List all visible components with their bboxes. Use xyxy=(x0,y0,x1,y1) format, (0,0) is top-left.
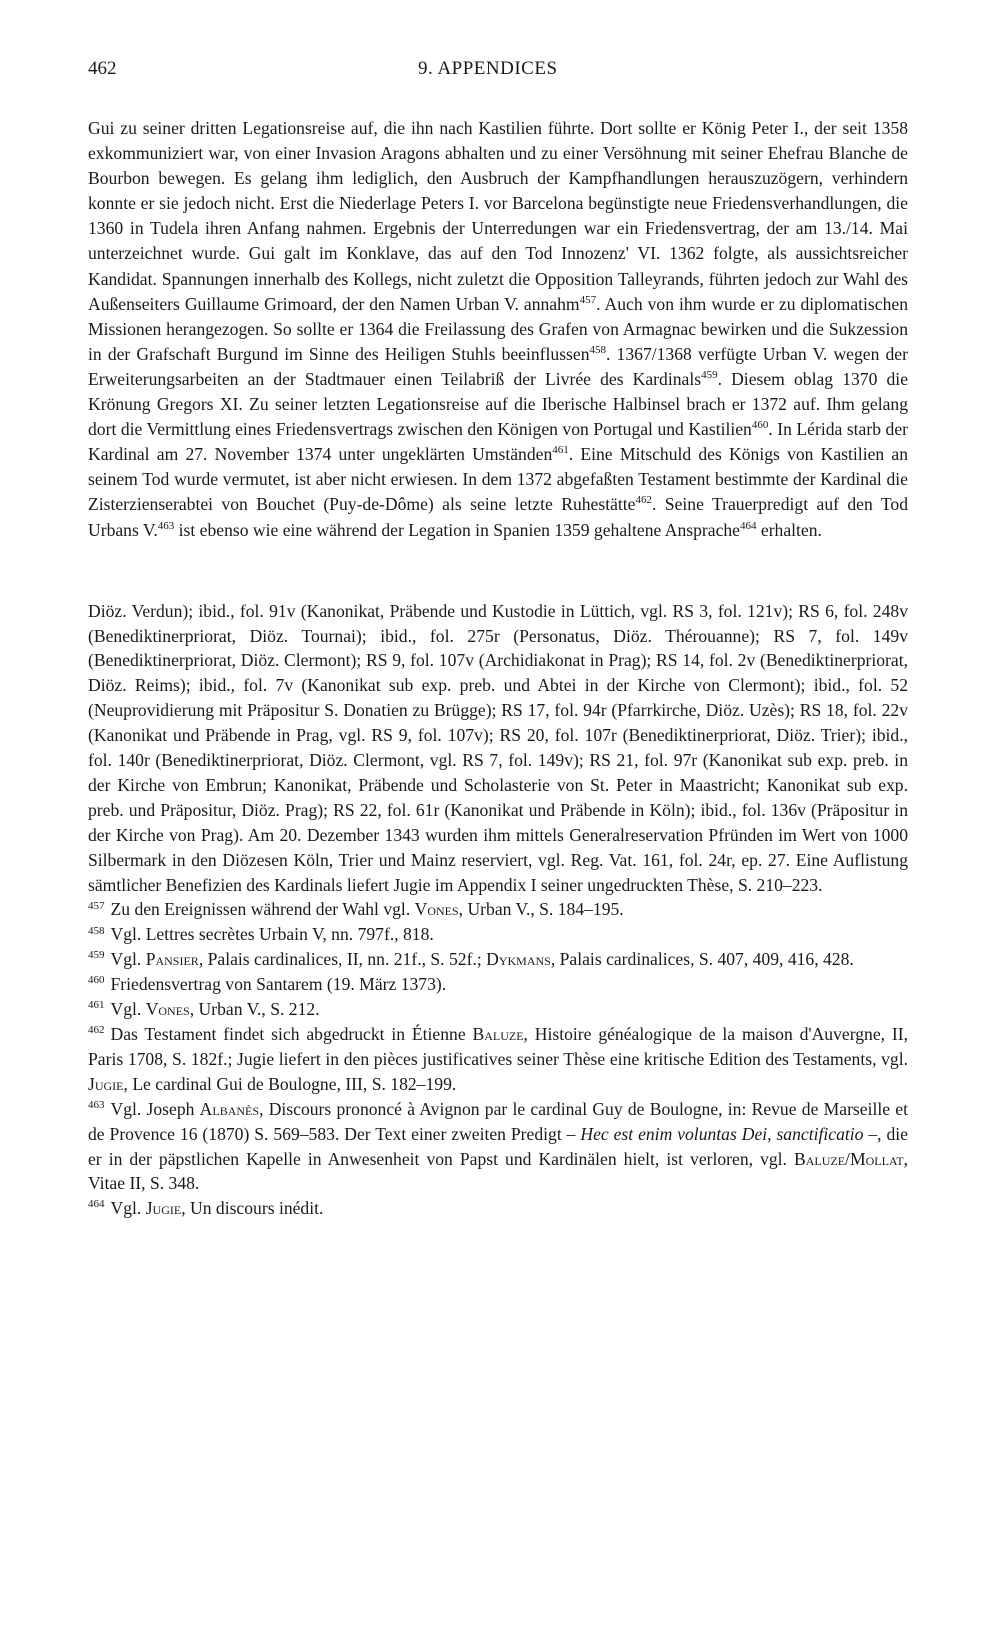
footnote-text: , Un discours inédit. xyxy=(181,1198,324,1219)
footnote-ref-459[interactable]: 459 xyxy=(701,369,718,382)
footnote-ref-463[interactable]: 463 xyxy=(157,519,175,532)
text-segment: . Diesem oblag 1370 die Krönung Gregors XI. Zu seiner letzten Legationsreise auf die Iberische Halbinsel brach er 1372 auf. Ihm gelang dort die Vermittlung eines Friedensvertrags zwischen den Königen von Portugal und Kastilien xyxy=(88,368,909,440)
footnote-continuation: Diöz. Verdun); ibid., fol. 91v (Kanonikat, Präbende und Kustodie in Lüttich, vgl. RS 3, fol. 121v); RS 6, fol. 248v (Benediktinerpriorat, Diöz. Tournai); ibid., fol. 275r (Personatus, Diöz. Thérouanne); RS 7, fol. 149v (Benediktinerpriorat, Diöz. Clermont); RS 9, fol. 107v (Archidiakonat in Prag); RS 14, fol. 2v (Benediktinerpriorat, Diöz. Reims); ibid., fol. 7v (Kanonikat sub exp. preb. und Abtei in der Kirche von Clermont); ibid., fol. 52 (Neuprovidierung mit Präpositur S. Donatien zu Brügge); RS 17, fol. 94r (Pfarrkirche, Diöz. Uzès); RS 18, fol. 22v (Kanonikat und Präbende in Prag, vgl. RS 9, fol. 107v); RS 20, fol. 107r (Benediktinerpriorat, Diöz. Trier); ibid., fol. 140r (Benediktinerpriorat, Diöz. Clermont, vgl. RS 7, fol. 149v); RS 21, fol. 97r (Kanonikat sub exp. preb. in der Kirche von Embrun; Kanonikat, Präbende und Scholasterie von St. Peter in Maastricht; Kanonikat sub exp. preb. und Präpositur, Diöz. Prag); RS 22, fol. 61r (Kanonikat und Präbende in Köln); ibid., fol. 136v (Präpositur in der Kirche von Prag). Am 20. Dezember 1343 wurden ihm mittels Generalreservation Pfründen im Wert von 1000 Silbermark in den Diözesen Köln, Trier und Mainz reserviert, vgl. Reg. Vat. 161, fol. 24r, ep. 27. Eine Auflistung sämtlicher Benefizien des Kardinals liefert Jugie im Appendix I seiner ungedruckten Thèse, S. 210–223. xyxy=(88,600,908,895)
author-name: Vones xyxy=(145,999,190,1020)
footnotes xyxy=(88,599,908,1222)
text-segment: ist ebenso wie eine während der Legation in Spanien 1359 gehaltene Ansprache xyxy=(174,519,740,540)
footnote-text: , Urban V., S. 184–195. xyxy=(458,899,624,920)
footnote-text: Vgl. xyxy=(110,1198,146,1219)
main-paragraph xyxy=(88,116,908,543)
text-segment: . In Lérida starb der Kardinal am 27. November 1374 unter ungeklärten Umständen xyxy=(88,419,908,465)
text-segment: Gui zu seiner dritten Legationsreise auf, die ihn nach Kastilien führte. Dort sollte er König Peter I., der seit 1358 exkommuniziert war, von einer Invasion Aragons abhalten und zu einer Versöhnung mit seiner Ehefrau Blanche de Bourbon bewegen. Es gelang ihm lediglich, den Ausbruch der Kampfhandlungen herauszuzögern, verhindern konnte er sie jedoch nicht. Erst die Niederlage Peters I. vor Barcelona begünstigte neue Friedensverhandlungen, die 1360 in Tudela ihren Anfang nahmen. Ergebnis der Unterredungen war ein Friedensvertrag, der am 13./14. Mai unterzeichnet wurde. Gui galt im Konklave, das auf den Tod Innozenz' VI. 1362 folgte, als aussichtsreicher Kandidat. Spannungen innerhalb des Kollegs, nicht zuletzt die Opposition Talleyrands, führten jedoch zur Wahl des Außenseiters Guillaume Grimoard, der den Namen Urban V. annahm xyxy=(88,118,908,314)
footnote-463 xyxy=(88,1097,908,1197)
text-segment: . Seine Trauerpredigt auf den Tod Urbans V. xyxy=(88,494,909,540)
author-name: Jugie xyxy=(88,1073,124,1094)
footnote-text: Vgl. Lettres secrètes Urbain V, nn. 797f., 818. xyxy=(110,924,434,945)
footnote-number: 458 xyxy=(88,924,105,937)
footnote-number: 457 xyxy=(88,899,105,912)
document-page xyxy=(88,58,908,1221)
footnote-text: , Discours prononcé à Avignon par le cardinal Guy de Boulogne, in: Revue de Marseille et de Provence 16 (1870) S. 569–583. Der Text einer zweiten Predigt – xyxy=(88,1098,908,1144)
footnote-number: 462 xyxy=(88,1024,105,1037)
footnote-462 xyxy=(88,1022,908,1097)
footnote-text: –, die er in der päpstlichen Kapelle in Anwesenheit von Papst und Kardinälen hielt, ist verloren, vgl. xyxy=(88,1123,908,1169)
footnote-464 xyxy=(88,1196,908,1221)
text-segment: . Auch von ihm wurde er zu diplomatischen Missionen herangezogen. So sollte er 1364 die Freilassung des Grafen von Armagnac bewirken und die Sukzession in der Grafschaft Burgund im Sinne des Heiligen Stuhls beeinflussen xyxy=(88,293,908,364)
page-number: 462 xyxy=(88,58,117,79)
footnote-text: Friedensvertrag von Santarem (19. März 1373). xyxy=(110,974,447,995)
page-header xyxy=(88,58,908,94)
author-name: Baluze xyxy=(472,1024,524,1044)
footnote-ref-457[interactable]: 457 xyxy=(579,293,597,306)
footnote-ref-460[interactable]: 460 xyxy=(751,419,769,432)
footnote-number: 460 xyxy=(88,974,105,987)
footnote-text: , Histoire généalogique de la maison d'Auvergne, II, Paris 1708, S. 182f.; Jugie liefert in den pièces justificatives seiner Thèse eine kritische Edition des Testaments, vgl. xyxy=(88,1024,909,1069)
author-name: Baluze/Mollat xyxy=(794,1148,904,1169)
footnote-text: Vgl. xyxy=(110,999,146,1020)
footnote-ref-461[interactable]: 461 xyxy=(552,444,569,457)
footnote-number: 463 xyxy=(88,1098,105,1111)
footnote-text: , Palais cardinalices, II, nn. 21f., S. 52f.; xyxy=(198,949,487,970)
text-segment: . 1367/1368 verfügte Urban V. wegen der Erweiterungsarbeiten an der Stadtmauer einen Teilabriß der Livrée des Kardinals xyxy=(88,343,908,389)
author-name: Jugie xyxy=(145,1198,182,1219)
footnote-text: Das Testament findet sich abgedruckt in Étienne xyxy=(110,1024,473,1044)
running-head: 9. APPENDICES xyxy=(418,58,558,79)
footnote-457 xyxy=(88,897,908,922)
footnote-459 xyxy=(88,947,908,972)
author-name: Pansier xyxy=(145,949,199,970)
footnote-text: , Vitae II, S. 348. xyxy=(88,1148,908,1194)
footnote-ref-462[interactable]: 462 xyxy=(635,494,652,507)
latin-quotation: Hec est enim voluntas Dei, sanctificatio xyxy=(580,1123,864,1144)
footnote-text: Zu den Ereignissen während der Wahl vgl. xyxy=(110,899,415,920)
text-segment: erhalten. xyxy=(756,519,822,540)
author-name: Albanès xyxy=(199,1098,260,1119)
footnote-458 xyxy=(88,922,908,947)
author-name: Dykmans xyxy=(486,949,551,970)
footnote-text: Vgl. Joseph xyxy=(110,1098,200,1119)
footnote-number: 464 xyxy=(88,1198,105,1211)
footnote-number: 459 xyxy=(88,949,105,962)
footnote-text: Vgl. xyxy=(110,949,146,970)
footnote-text: , Urban V., S. 212. xyxy=(189,999,320,1020)
footnote-number: 461 xyxy=(88,999,105,1012)
footnote-ref-464[interactable]: 464 xyxy=(739,519,757,532)
footnote-text: , Palais cardinalices, S. 407, 409, 416, 428. xyxy=(550,949,854,970)
author-name: Vones xyxy=(414,899,459,920)
text-segment: . Eine Mitschuld des Königs von Kastilien an seinem Tod wurde vermutet, ist aber nicht erwiesen. In dem 1372 abgefaßten Testament bestimmte der Kardinal die Zisterzienserabtei von Bouchet (Puy-de-Dôme) als seine letzte Ruhestätte xyxy=(88,444,908,515)
footnote-461 xyxy=(88,997,908,1022)
footnote-ref-458[interactable]: 458 xyxy=(589,343,607,356)
footnote-460 xyxy=(88,972,908,997)
footnote-text: , Le cardinal Gui de Boulogne, III, S. 182–199. xyxy=(123,1073,457,1094)
